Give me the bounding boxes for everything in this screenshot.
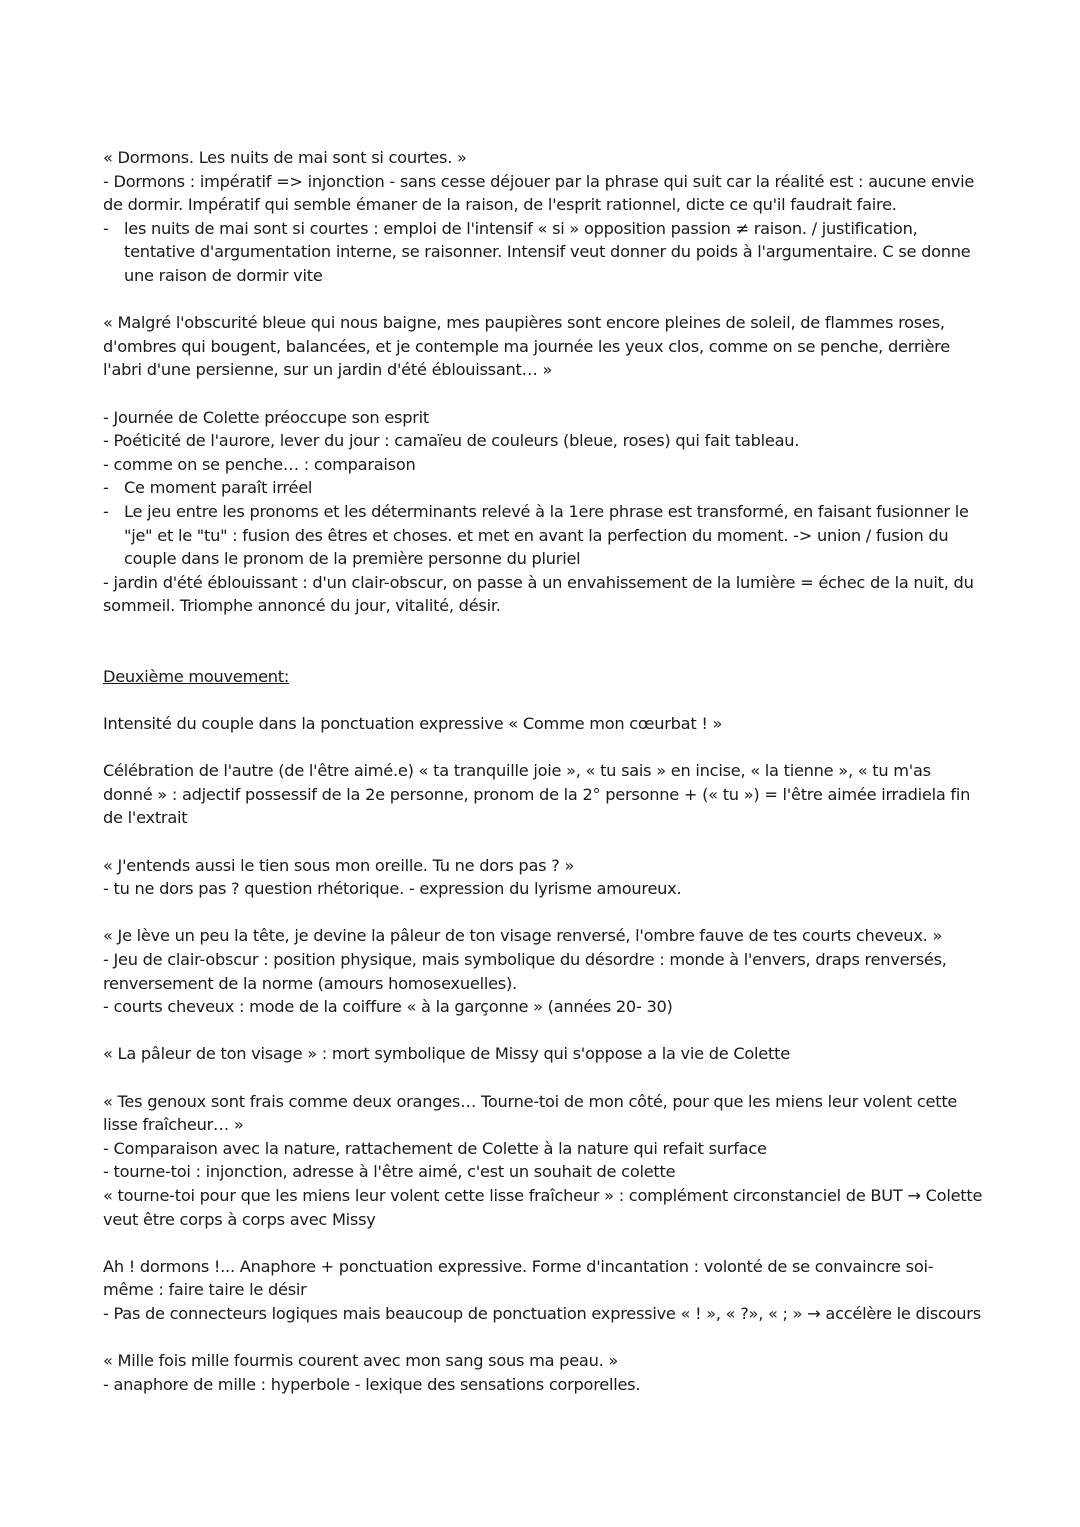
document-page bbox=[103, 146, 983, 1396]
note-jardin: - jardin d'été éblouissant : d'un clair-obscur, on passe à un envahissement de la lumière = échec de la nuit, du sommeil. Triomphe annoncé du jour, vitalité, désir. bbox=[103, 572, 974, 616]
bullet-item bbox=[103, 476, 983, 500]
dash-bullet: - bbox=[103, 478, 109, 498]
quote-mille-fois: « Mille fois mille fourmis courent avec mon sang sous ma peau. » bbox=[103, 1351, 619, 1371]
note-ponctuation: - Pas de connecteurs logiques mais beaucoup de ponctuation expressive « ! », « ?», « ; » → accélère le discours bbox=[103, 1303, 981, 1323]
note-clair-obscur: - Jeu de clair-obscur : position physique, mais symbolique du désordre : monde à l'envers, draps renversés, renversement de la norme (amours homosexuelles). bbox=[103, 950, 947, 993]
quote-leve-tete: « Je lève un peu la tête, je devine la pâleur de ton visage renversé, l'ombre fauve de tes courts cheveux. » bbox=[103, 926, 943, 946]
note-courts-cheveux: - courts cheveux : mode de la coiffure « à la garçonne » (années 20- 30) bbox=[103, 997, 673, 1017]
note-anaphore-mille: - anaphore de mille : hyperbole - lexique des sensations corporelles. bbox=[103, 1374, 641, 1394]
note-nuits-courtes: les nuits de mai sont si courtes : emploi de l'intensif « si » opposition passion ≠ raison. / justification, tentative d'argumentation interne, se raisonner. Intensif veut donner du poids à l'argumentaire. C se donne une raison de dormir vite bbox=[124, 218, 971, 285]
note-celebration: Célébration de l'autre (de l'être aimé.e) « ta tranquille joie », « tu sais » en incise, « la tienne », « tu m'as donné » : adjectif possessif de la 2e personne, pronom de la 2° personne + (« tu ») = l'être aimée irradiela fin de l'extrait bbox=[103, 761, 971, 828]
note-pronoms: Le jeu entre les pronoms et les déterminants relevé à la 1ere phrase est transformé, en faisant fusionner le "je" et le "tu" : fusion des êtres et choses. et met en avant la perfection du moment. -> union / fusion du couple dans le pronom de la première personne du pluriel bbox=[124, 501, 969, 569]
quote-genoux: « Tes genoux sont frais comme deux oranges… Tourne-toi de mon côté, pour que les miens leur volent cette lisse fraîcheur… » bbox=[103, 1091, 958, 1135]
note-intensite: Intensité du couple dans la ponctuation expressive « Comme mon cœurbat ! » bbox=[103, 714, 723, 734]
note-ah-dormons: Ah ! dormons !... Anaphore + ponctuation expressive. Forme d'incantation : volonté de se convaincre soi-même : faire taire le désir bbox=[103, 1256, 934, 1300]
note-poeticite: - Poéticité de l'aurore, lever du jour : camaïeu de couleurs (bleue, roses) qui fait tableau. bbox=[103, 431, 800, 451]
quote-dormons: « Dormons. Les nuits de mai sont si courtes. » bbox=[103, 148, 467, 167]
dash-bullet: - bbox=[103, 501, 109, 521]
note-comparaison: - comme on se penche… : comparaison bbox=[103, 454, 416, 474]
note-comparaison-nature: - Comparaison avec la nature, rattachement de Colette à la nature qui refait surface bbox=[103, 1138, 767, 1158]
section-heading: Deuxième mouvement: bbox=[103, 666, 290, 686]
note-dormons-imperatif: - Dormons : impératif => injonction - sans cesse déjouer par la phrase qui suit car la réalité est : aucune envie de dormir. Impératif qui semble émaner de la raison, de l'esprit rationnel, dicte ce qu'il faudrait faire. bbox=[103, 171, 975, 215]
note-complement-but: « tourne-toi pour que les miens leur volent cette lisse fraîcheur » : complément circonstanciel de BUT → Colette veut être corps à corps avec Missy bbox=[103, 1185, 983, 1229]
note-question-rhetorique: - tu ne dors pas ? question rhétorique. - expression du lyrisme amoureux. bbox=[103, 879, 682, 899]
bullet-item bbox=[103, 217, 983, 288]
note-tourne-toi: - tourne-toi : injonction, adresse à l'être aimé, c'est un souhait de colette bbox=[103, 1162, 676, 1182]
note-journee: - Journée de Colette préoccupe son esprit bbox=[103, 407, 429, 427]
quote-obscurite-bleue: « Malgré l'obscurité bleue qui nous baigne, mes paupières sont encore pleines de soleil, de flammes roses, d'ombres qui bougent, balancées, et je contemple ma journée les yeux clos, comme on se penche, derrière l'abri d'une persienne, sur un jardin d'été éblouissant… » bbox=[103, 313, 950, 380]
quote-entends: « J'entends aussi le tien sous mon oreille. Tu ne dors pas ? » bbox=[103, 855, 575, 875]
dash-bullet: - bbox=[103, 218, 109, 238]
note-paleur: « La pâleur de ton visage » : mort symbolique de Missy qui s'oppose a la vie de Colette bbox=[103, 1044, 790, 1064]
bullet-item bbox=[103, 500, 983, 571]
note-irreel: Ce moment paraît irréel bbox=[124, 478, 313, 498]
